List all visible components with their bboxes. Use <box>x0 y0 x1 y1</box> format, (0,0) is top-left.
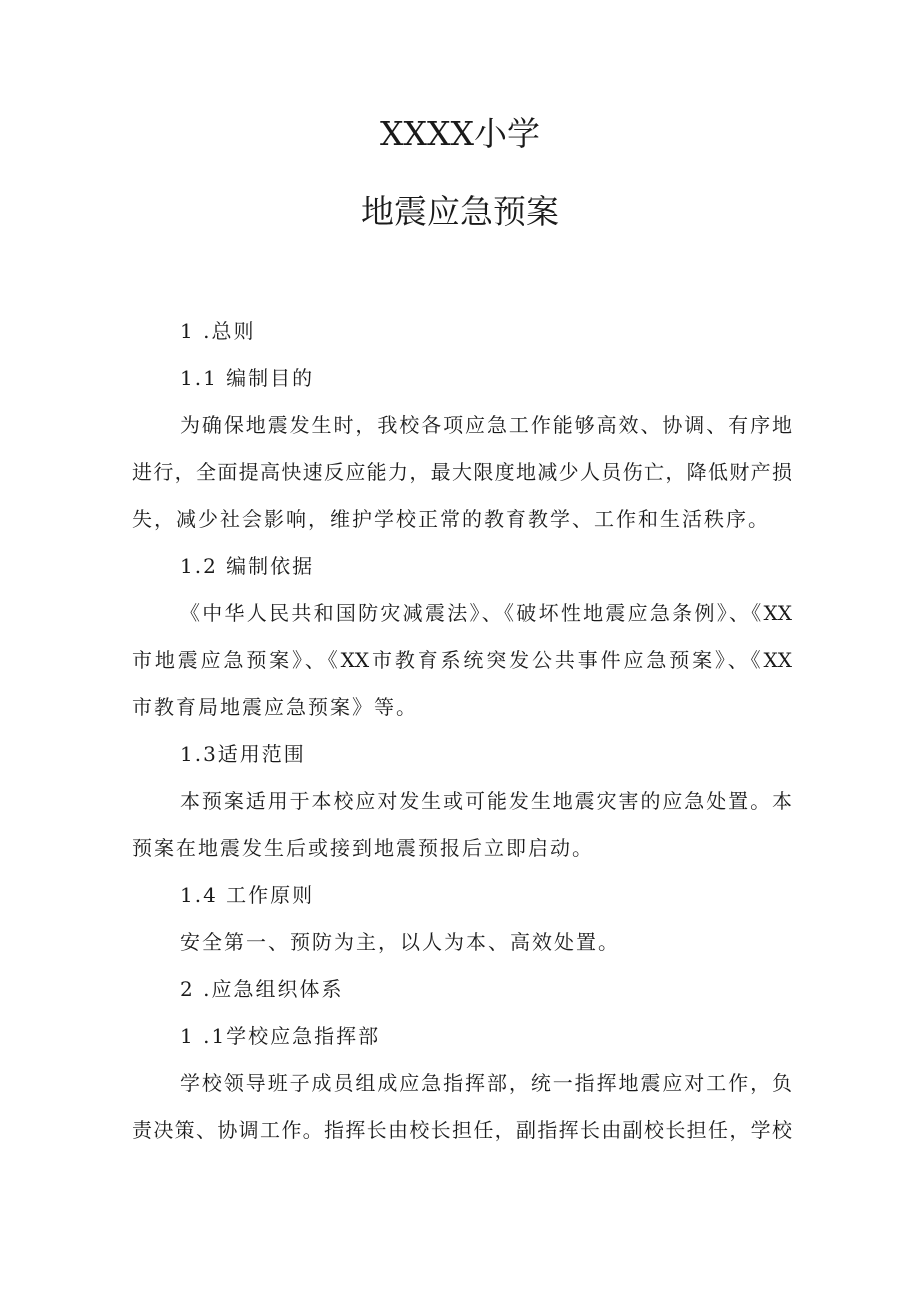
section-heading: 1 .总则 <box>180 319 256 343</box>
document-body <box>132 308 792 1154</box>
paragraph-line: 安全第一、预防为主，以人为本、高效处置。 <box>180 930 620 954</box>
paragraph-line: 市地震应急预案》、《XX市教育系统突发公共事件应急预案》、《XX <box>132 648 792 672</box>
section-heading: 2 .应急组织体系 <box>180 977 344 1001</box>
paragraph-line: 本预案适用于本校应对发生或可能发生地震灾害的应急处置。本 <box>180 789 792 813</box>
subsection-heading: 1.4 工作原则 <box>180 883 315 907</box>
paragraph-line: 市教育局地震应急预案》等。 <box>132 695 418 719</box>
subsection-heading: 1.2 编制依据 <box>180 554 315 578</box>
paragraph-line: 责决策、协调工作。指挥长由校长担任，副指挥长由副校长担任，学校 <box>132 1118 792 1142</box>
paragraph-line: 失，减少社会影响，维护学校正常的教育教学、工作和生活秩序。 <box>132 507 770 531</box>
paragraph-line: 进行，全面提高快速反应能力，最大限度地减少人员伤亡，降低财产损 <box>132 460 792 484</box>
document-title: XXXX小学 <box>380 114 540 153</box>
subsection-heading: 1 .1学校应急指挥部 <box>180 1024 381 1048</box>
paragraph-line: 《中华人民共和国防灾减震法》、《破坏性地震应急条例》、《XX <box>180 601 792 625</box>
paragraph-line: 预案在地震发生后或接到地震预报后立即启动。 <box>132 836 594 860</box>
document-subtitle: 地震应急预案 <box>361 192 559 231</box>
paragraph-line: 为确保地震发生时，我校各项应急工作能够高效、协调、有序地 <box>180 413 792 437</box>
subsection-heading: 1.3适用范围 <box>180 742 306 766</box>
subsection-heading: 1.1 编制目的 <box>180 366 315 390</box>
paragraph-line: 学校领导班子成员组成应急指挥部，统一指挥地震应对工作，负 <box>180 1071 792 1095</box>
